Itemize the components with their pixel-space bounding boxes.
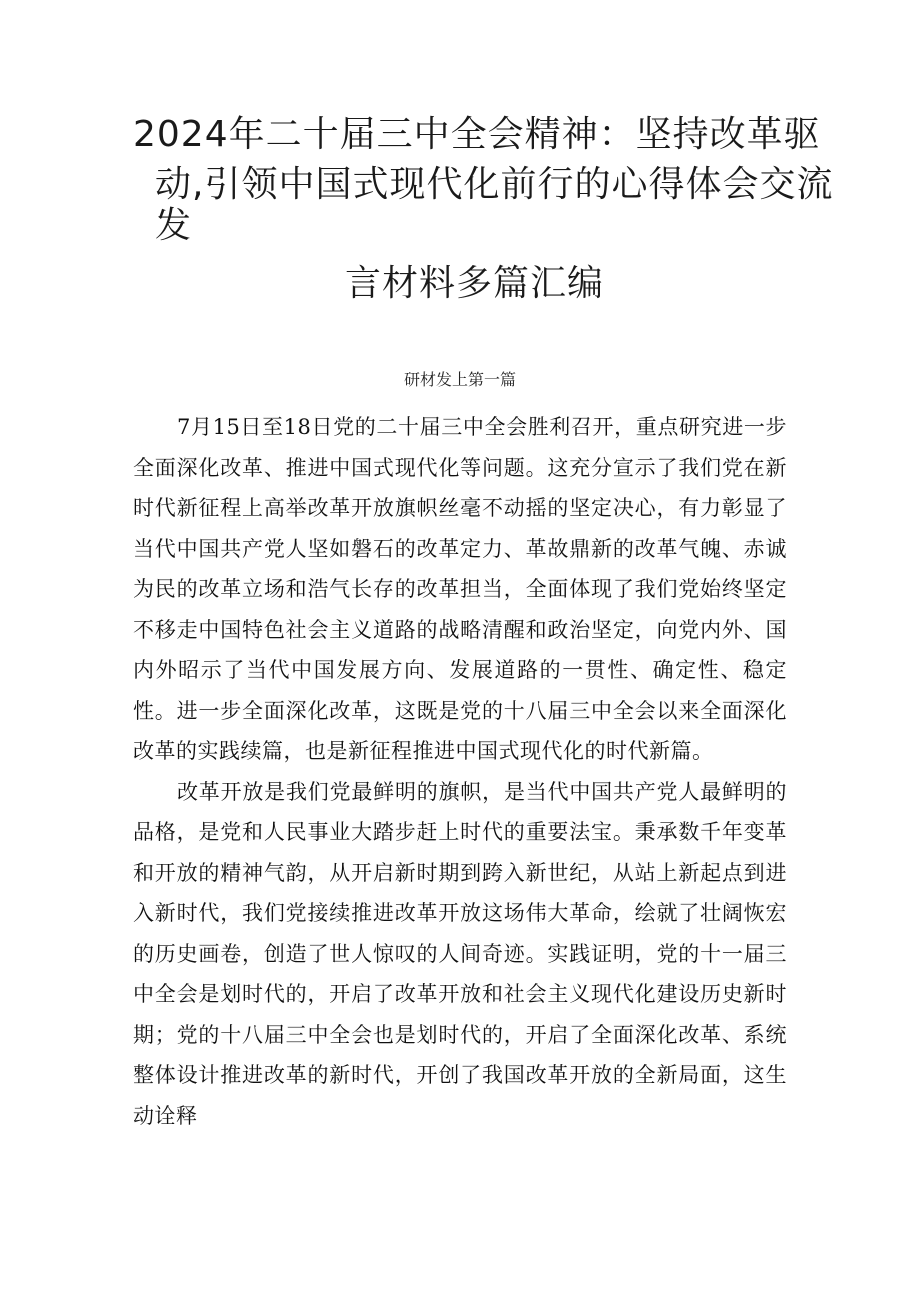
document-title-line-4: 言材料多篇汇编 [345, 263, 605, 304]
document-body [133, 407, 787, 1136]
document-title-line-2: 动,引领中国式现代化前行的心得体会交流 [155, 164, 834, 205]
section-heading: 研材发上第一篇 [403, 370, 516, 389]
document-title-line-3: 发 [155, 205, 193, 246]
body-paragraph-1: 7月15日至18日党的二十届三中全会胜利召开，重点研究进一步全面深化改革、推进中国式现代化等问题。这充分宣示了我们党在新时代新征程上高举改革开放旗帜丝毫不动摇的坚定决心，有力彰显了当代中国共产党人坚如磐石的改革定力、革故鼎新的改革气魄、赤诚为民的改革立场和浩气长存的改革担当，全面体现了我们党始终坚定不移走中国特色社会主义道路的战略清醒和政治坚定，向党内外、国内外昭示了当代中国发展方向、发展道路的一贯性、确定性、稳定性。进一步全面深化改革，这既是党的十八届三中全会以来全面深化改革的实践续篇，也是新征程推进中国式现代化的时代新篇。 [133, 415, 787, 763]
body-paragraph-2: 改革开放是我们党最鲜明的旗帜，是当代中国共产党人最鲜明的品格，是党和人民事业大踏步赶上时代的重要法宝。秉承数千年变革和开放的精神气韵，从开启新时期到跨入新世纪，从站上新起点到进入新时代，我们党接续推进改革开放这场伟大革命，绘就了壮阔恢宏的历史画卷，创造了世人惊叹的人间奇迹。实践证明，党的十一届三中全会是划时代的，开启了改革开放和社会主义现代化建设历史新时期；党的十八届三中全会也是划时代的，开启了全面深化改革、系统整体设计推进改革的新时代，开创了我国改革开放的全新局面，这生动诠释 [133, 779, 787, 1128]
document-title-line-1: 2024年二十届三中全会精神：坚持改革驱 [133, 114, 821, 155]
